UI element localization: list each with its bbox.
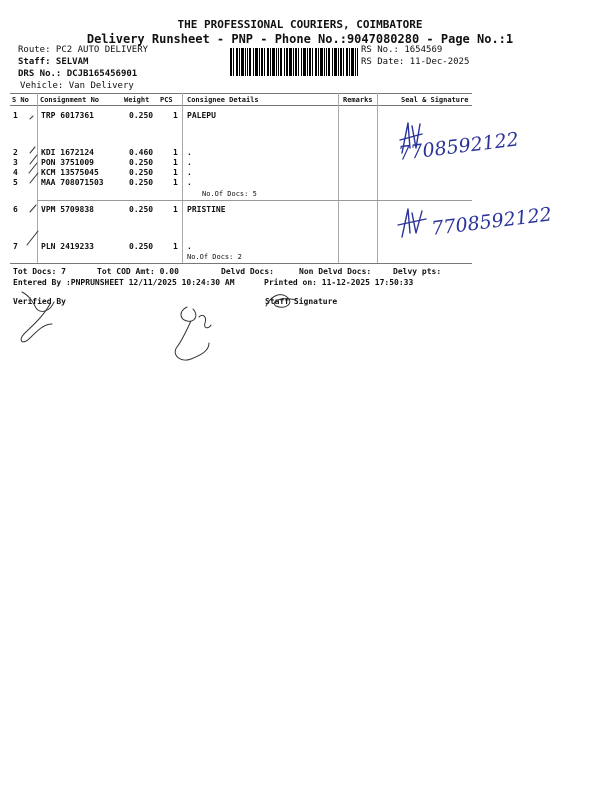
row-sno: 1 [13, 111, 18, 120]
row-consignee: . [187, 178, 192, 187]
tick-marks [0, 0, 60, 260]
row-sno: 7 [13, 242, 18, 251]
barcode [230, 48, 358, 76]
row-consignment: PON 3751009 [41, 158, 94, 167]
row-sno: 2 [13, 148, 18, 157]
row-pcs: 1 [173, 111, 178, 120]
row-consignee: . [187, 242, 192, 251]
col-consignment: Consignment No [40, 96, 100, 104]
row-pcs: 1 [173, 148, 178, 157]
staff-label: Staff: SELVAM [18, 57, 89, 67]
row-pcs: 1 [173, 158, 178, 167]
rs-date: RS Date: 11-Dec-2025 [361, 57, 470, 67]
row-weight: 0.250 [129, 205, 154, 214]
company-name: THE PROFESSIONAL COURIERS, COIMBATORE [177, 18, 423, 31]
col-weight: Weight [124, 96, 150, 104]
row-consignee: . [187, 148, 192, 157]
entered-by: Entered By :PNPRUNSHEET 12/11/2025 10:24:30 AM [13, 278, 235, 287]
row-weight: 0.250 [129, 178, 154, 187]
row-consignee: PRISTINE [187, 205, 226, 214]
runsheet-title: Delivery Runsheet - PNP - Phone No.:9047080280 - Page No.:1 [86, 32, 514, 46]
col-pcs: PCS [160, 96, 173, 104]
row-weight: 0.460 [129, 148, 154, 157]
staff-signature-scribble [262, 288, 302, 314]
total-docs: Tot Docs: 7 [13, 267, 66, 276]
delivered-docs: Delvd Docs: [221, 267, 274, 276]
row-consignment: TRP 6017361 [41, 111, 94, 120]
row-weight: 0.250 [129, 158, 154, 167]
row-weight: 0.250 [129, 111, 154, 120]
col-consignee: Consignee Details [187, 96, 259, 104]
staff-signature [165, 295, 225, 370]
route-label: Route: PC2 AUTO DELIVERY [18, 45, 149, 55]
handwritten-phone: 7708592122 [397, 128, 520, 165]
row-weight: 0.250 [129, 168, 154, 177]
staff-signature-label: Staff Signature [265, 297, 338, 306]
handwritten-phone: 7708592122 [430, 203, 553, 240]
printed-on: Printed on: 11-12-2025 17:50:33 [264, 278, 414, 287]
row-consignment: KDI 1672124 [41, 148, 94, 157]
non-delivered-docs: Non Delvd Docs: [299, 267, 372, 276]
row-weight: 0.250 [129, 242, 154, 251]
verified-by-label: Verified By [13, 297, 66, 306]
vehicle-label: Vehicle: Van Delivery [20, 81, 134, 91]
group-doc-count: No.Of Docs: 2 [187, 253, 242, 261]
verifier-signature [10, 290, 70, 350]
row-consignment: PLN 2419233 [41, 242, 94, 251]
total-cod-amount: Tot COD Amt: 0.00 [97, 267, 179, 276]
row-pcs: 1 [173, 168, 178, 177]
row-consignee: . [187, 158, 192, 167]
col-seal: Seal & Signature [401, 96, 469, 104]
rs-number: RS No.: 1654569 [361, 45, 443, 55]
delivery-points: Delvy pts: [393, 267, 442, 276]
row-pcs: 1 [173, 242, 178, 251]
row-consignment: VPM 5709838 [41, 205, 94, 214]
col-remarks: Remarks [343, 96, 373, 104]
drs-number: DRS No.: DCJB165456901 [18, 69, 138, 79]
row-consignment: KCM 13575045 [41, 168, 99, 177]
row-sno: 5 [13, 178, 18, 187]
row-sno: 3 [13, 158, 18, 167]
signature-mark-2 [396, 205, 432, 241]
row-consignee: PALEPU [187, 111, 216, 120]
row-pcs: 1 [173, 178, 178, 187]
group-doc-count: No.Of Docs: 5 [202, 190, 257, 198]
row-consignment: MAA 708071503 [41, 178, 104, 187]
col-sno: S No [12, 96, 29, 104]
row-sno: 6 [13, 205, 18, 214]
row-pcs: 1 [173, 205, 178, 214]
row-consignee: . [187, 168, 192, 177]
row-sno: 4 [13, 168, 18, 177]
